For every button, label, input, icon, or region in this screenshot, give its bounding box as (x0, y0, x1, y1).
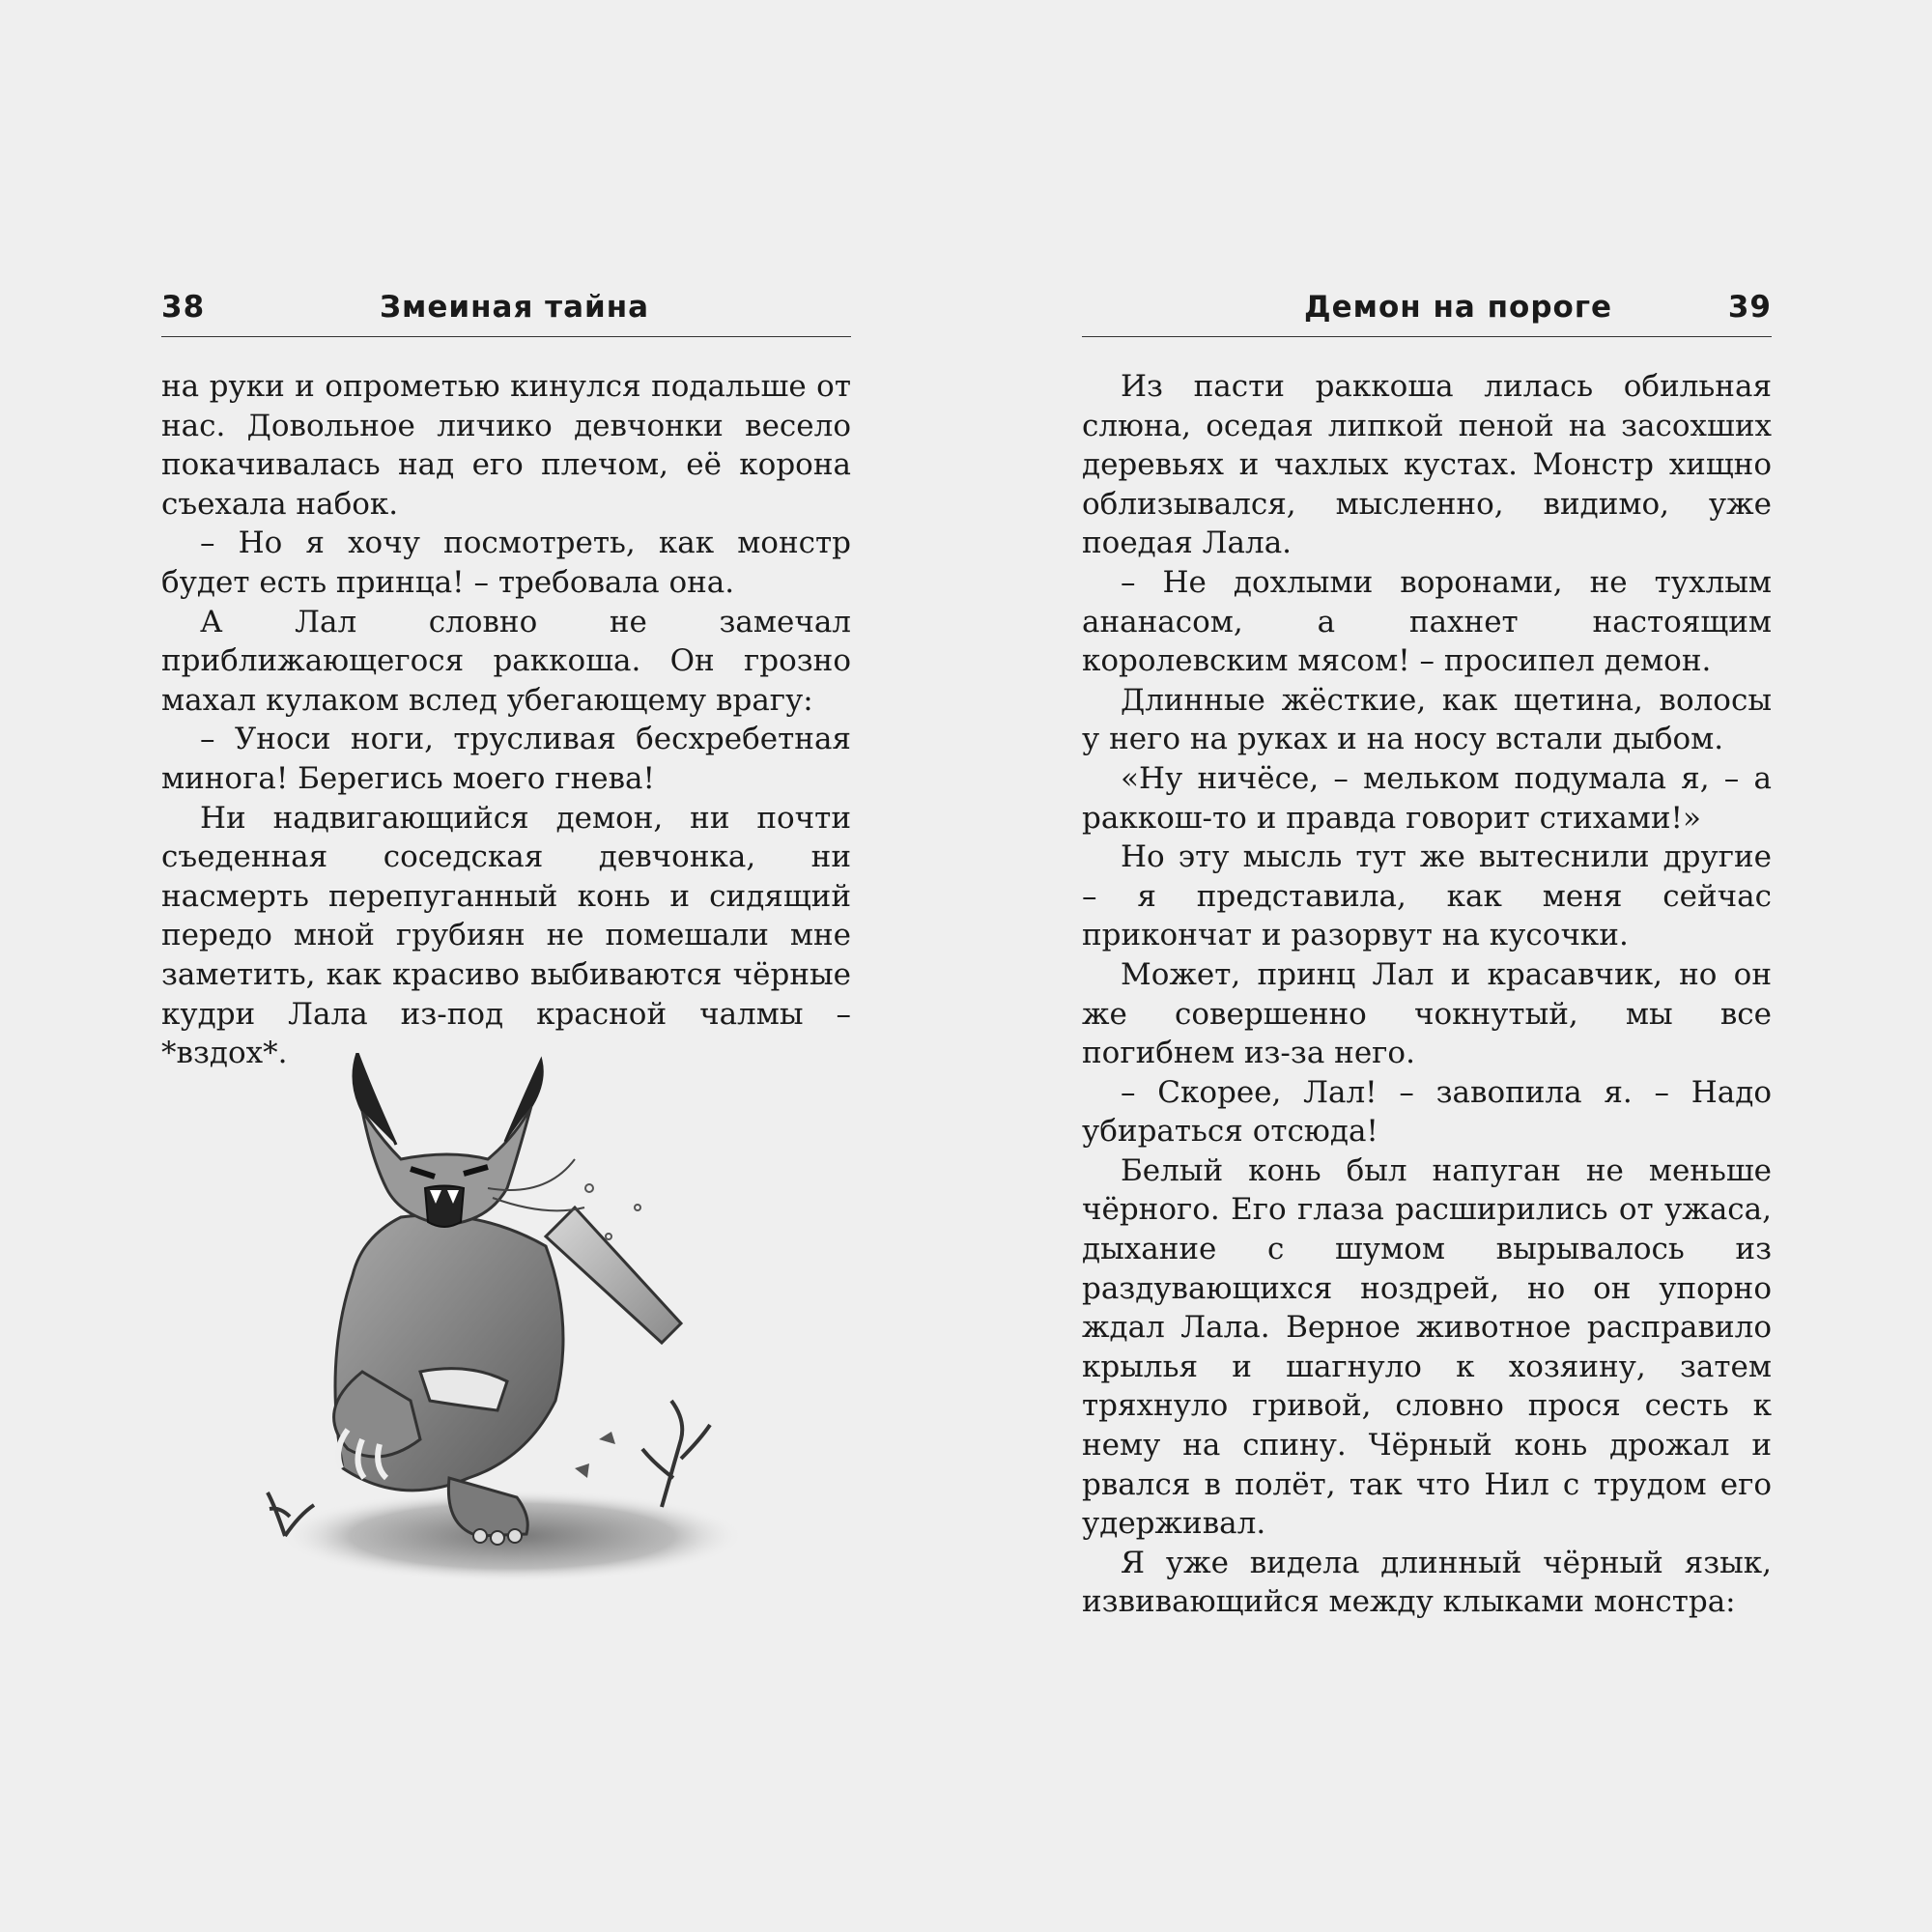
running-title: Демон на пороге (1304, 290, 1613, 325)
paragraph: – Уноси ноги, трусливая бесхребетная минога! Берегись моего гнева! (161, 722, 851, 796)
paragraph: А Лал словно не замечал приближающегося раккоша. Он грозно махал кулаком вслед убегающему врагу: (161, 604, 851, 718)
right-running-head (1082, 288, 1772, 337)
paragraph: Белый конь был напуган не меньше чёрного. Его глаза расширились от ужаса, дыхание с шумом вырывалось из раздувающихся ноздрей, но он упорно ждал Лала. Верное животное расправило крылья и шагнуло к хозяину, затем тряхнуло гривой, словно прося сесть к нему на спину. Чёрный конь дрожал и рвался в полёт, так что Нил с трудом его удерживал. (1082, 1152, 1772, 1542)
paragraph: Ни надвигающийся демон, ни почти съеденная соседская девчонка, ни насмерть перепуганный конь и сидящий передо мной грубиян не помешали мне заметить, как красиво выбиваются чёрные кудри Лала из-под красной чалмы – *вздох*. (161, 800, 851, 1071)
paragraph: на руки и опрометью кинулся подальше от нас. Довольное личико девчонки весело покачивалась над его плечом, её корона съехала набок. (161, 369, 851, 522)
paragraph: – Не дохлыми воронами, не тухлым ананасом, а пахнет настоящим королевским мясом! – просипел демон. (1082, 564, 1772, 679)
paragraph: Может, принц Лал и красавчик, но он же совершенно чокнутый, мы все погибнем из-за него. (1082, 956, 1772, 1071)
page-number: 39 (1727, 290, 1772, 325)
left-body-text (161, 367, 851, 1073)
left-running-head (161, 288, 851, 337)
paragraph: Но эту мысль тут же вытеснили другие – я представила, как меня сейчас прикончат и разорвут на кусочки. (1082, 839, 1772, 953)
paragraph: Я уже видела длинный чёрный язык, извивающийся между клыками монстра: (1082, 1545, 1772, 1620)
paragraph: «Ну ничёсе, – мельком подумала я, – а раккош-то и правда говорит стихами!» (1082, 760, 1772, 836)
roaring-demon-illustration (256, 1053, 758, 1594)
running-title: Змеиная тайна (380, 290, 650, 325)
right-body-text (1082, 367, 1772, 1622)
paragraph: – Но я хочу посмотреть, как монстр будет есть принца! – требовала она. (161, 526, 851, 600)
page-number: 38 (161, 290, 206, 325)
right-page (966, 0, 1932, 1932)
paragraph: Из пасти раккоша лилась обильная слюна, оседая липкой пеной на засохших деревьях и чахлых кустах. Монстр хищно облизывался, мысленно, видимо, уже поедая Лала. (1082, 369, 1772, 561)
paragraph: Длинные жёсткие, как щетина, волосы у него на руках и на носу встали дыбом. (1082, 682, 1772, 757)
paragraph: – Скорее, Лал! – завопила я. – Надо убираться отсюда! (1082, 1074, 1772, 1150)
